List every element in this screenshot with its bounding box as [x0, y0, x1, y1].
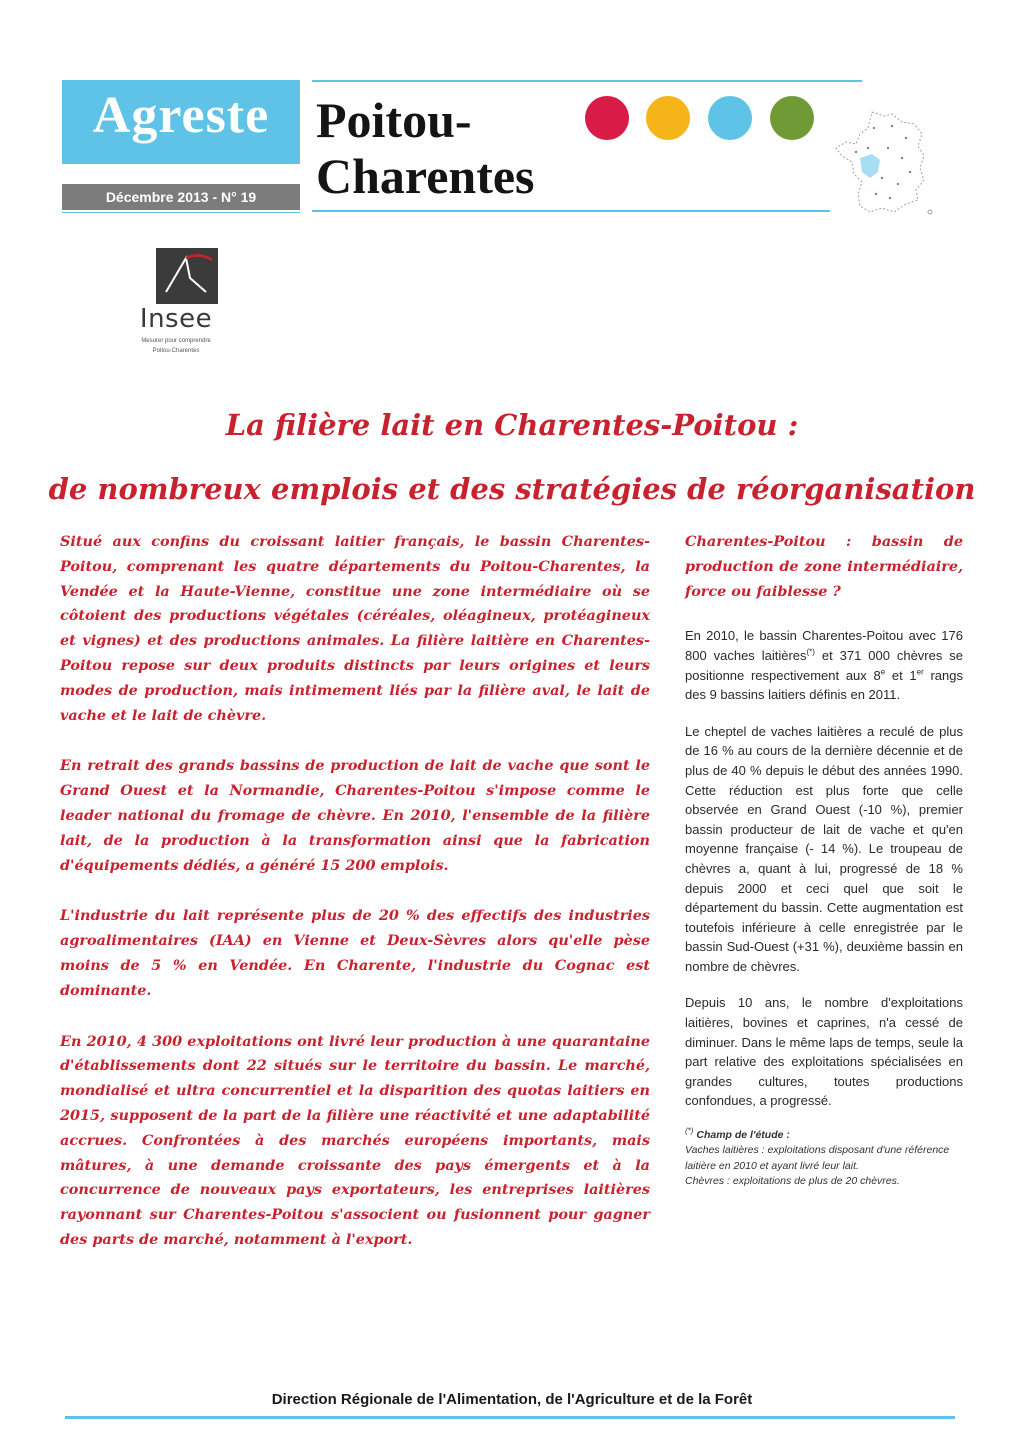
- article-title-line2: de nombreux emplois et des stratégies de réorganisation: [48, 472, 976, 506]
- intro-paragraph: En retrait des grands bassins de production de lait de vache que sont le Grand Ouest et la Normandie, Charentes-Poitou s'impose comme le leader national du fromage de chèvre. En 2010, l'ensemble de la filière lait, de la production à la transformation ainsi que la fabrication d'équipements dédiés, a généré 15 200 emplois.: [60, 757, 650, 874]
- divider: [312, 210, 830, 212]
- divider: [312, 80, 862, 82]
- intro-paragraph: En 2010, 4 300 exploitations ont livré leur production à une quarantaine d'établissements dont 22 situés sur le territoire du bassin. Le marché, mondialisé et ultra concurrentiel et la disparition des quotas laitiers en 2015, supposent de la part de la filière une réactivité et une adaptabilité accrues. Confrontées à des marchés européens importants, mais mâtures, à une demande croissante des pays émergents et à la concurrence de nouveaux pays exportateurs, les entreprises laitières rayonnant sur Charentes-Poitou s'associent ou fusionnent pour gagner des parts de marché, notamment à l'export.: [60, 1032, 650, 1248]
- green-dot-icon: [770, 96, 814, 140]
- footer-text: Direction Régionale de l'Alimentation, de l'Agriculture et de la Forêt: [271, 1391, 753, 1408]
- article-title-line1: La filière lait en Charentes-Poitou :: [225, 408, 799, 442]
- sidebar-text: rangs des 9 bassins laitiers définis en 2011.: [685, 667, 964, 703]
- note-line: Vaches laitières : exploitations disposant d'une référence laitière en 2010 et ayant livré leur lait.: [685, 1144, 950, 1172]
- sidebar-paragraph: [685, 626, 963, 704]
- insee-logo-tagline: Mesurer pour comprendre: [141, 338, 211, 344]
- ordinal-suffix: e: [880, 667, 886, 677]
- sidebar-column: [685, 530, 963, 1190]
- footnote-marker: (*): [685, 1126, 694, 1136]
- agreste-brand-block: [62, 80, 300, 164]
- sidebar-paragraph: Depuis 10 ans, le nombre d'exploitations laitières, bovines et caprines, n'a cessé de diminuer. Dans le même laps de temps, seule la part relative des exploitations spécialisées en grandes cultures, toutes productions confondues, a progressé.: [685, 995, 963, 1109]
- blue-dot-icon: [708, 96, 752, 140]
- article-title: [40, 393, 984, 521]
- sidebar-text: et 1: [885, 667, 917, 683]
- divider: [65, 1416, 955, 1419]
- agreste-logo-text: Agreste: [92, 87, 270, 144]
- insee-emblem-icon: [156, 248, 218, 304]
- intro-paragraph: Situé aux confins du croissant laitier français, le bassin Charentes-Poitou, comprenant les quatre départements du Poitou-Charentes, la Vendée et la Haute-Vienne, constitue une zone intermédiaire où se côtoient des productions végétales (céréales, oléagineux, protéagineux et vignes) et des productions animales. La filière laitière en Charentes-Poitou repose sur deux produits distincts par leurs origines et leurs modes de production, mais intimement liés par la filière aval, le lait de vache et le lait de chèvre.: [60, 533, 650, 724]
- region-title-line2: Charentes: [316, 148, 535, 204]
- sidebar-heading: Charentes-Poitou : bassin de production de zone intermédiaire, force ou faiblesse ?: [685, 533, 963, 600]
- divider: [62, 212, 300, 213]
- insee-logo: [128, 248, 224, 360]
- note-line: Chèvres : exploitations de plus de 20 chèvres.: [685, 1175, 900, 1188]
- note-title: Champ de l'étude :: [696, 1129, 790, 1142]
- red-dot-icon: [585, 96, 629, 140]
- study-scope-note: [685, 1128, 963, 1190]
- ordinal-suffix: er: [916, 667, 924, 677]
- region-title-line1: Poitou-: [316, 92, 472, 148]
- intro-paragraph: L'industrie du lait représente plus de 20 % des effectifs des industries agroalimentaires (IAA) en Vienne et Deux-Sèvres alors qu'elle pèse moins de 5 % en Vendée. En Charente, l'industrie du Cognac est dominante.: [60, 907, 650, 999]
- insee-logo-name: Insee: [139, 304, 213, 334]
- issue-label: Décembre 2013 - N° 19: [62, 184, 300, 210]
- france-map-icon: [832, 108, 942, 220]
- sidebar-text: et 371 000 chèvres se positionne respectivement aux 8: [685, 647, 964, 683]
- yellow-dot-icon: [646, 96, 690, 140]
- sidebar-paragraph: Le cheptel de vaches laitières a reculé de plus de 16 % au cours de la dernière décennie et de plus de 40 % depuis le début des années 1990. Cette réduction est plus forte que celle observée en Grand Ouest (-10 %), premier bassin producteur de lait de vache et qu'en moyenne française (- 14 %). Le troupeau de chèvres a, quant à lui, progressé de 18 % depuis 2000 et ceci quel que soit le département du bassin. Cette augmentation est toutefois inférieure à celle enregistrée par le bassin Sud-Ouest (+31 %), deuxième bassin en nombre de chèvres.: [685, 723, 963, 974]
- footnote-marker: (*): [806, 647, 815, 657]
- region-title: [316, 92, 535, 204]
- intro-column: [60, 530, 650, 1279]
- insee-logo-region: Poitou-Charentes: [152, 348, 200, 354]
- sidebar-text: En 2010, le bassin Charentes-Poitou avec 176 800 vaches laitières: [685, 628, 963, 663]
